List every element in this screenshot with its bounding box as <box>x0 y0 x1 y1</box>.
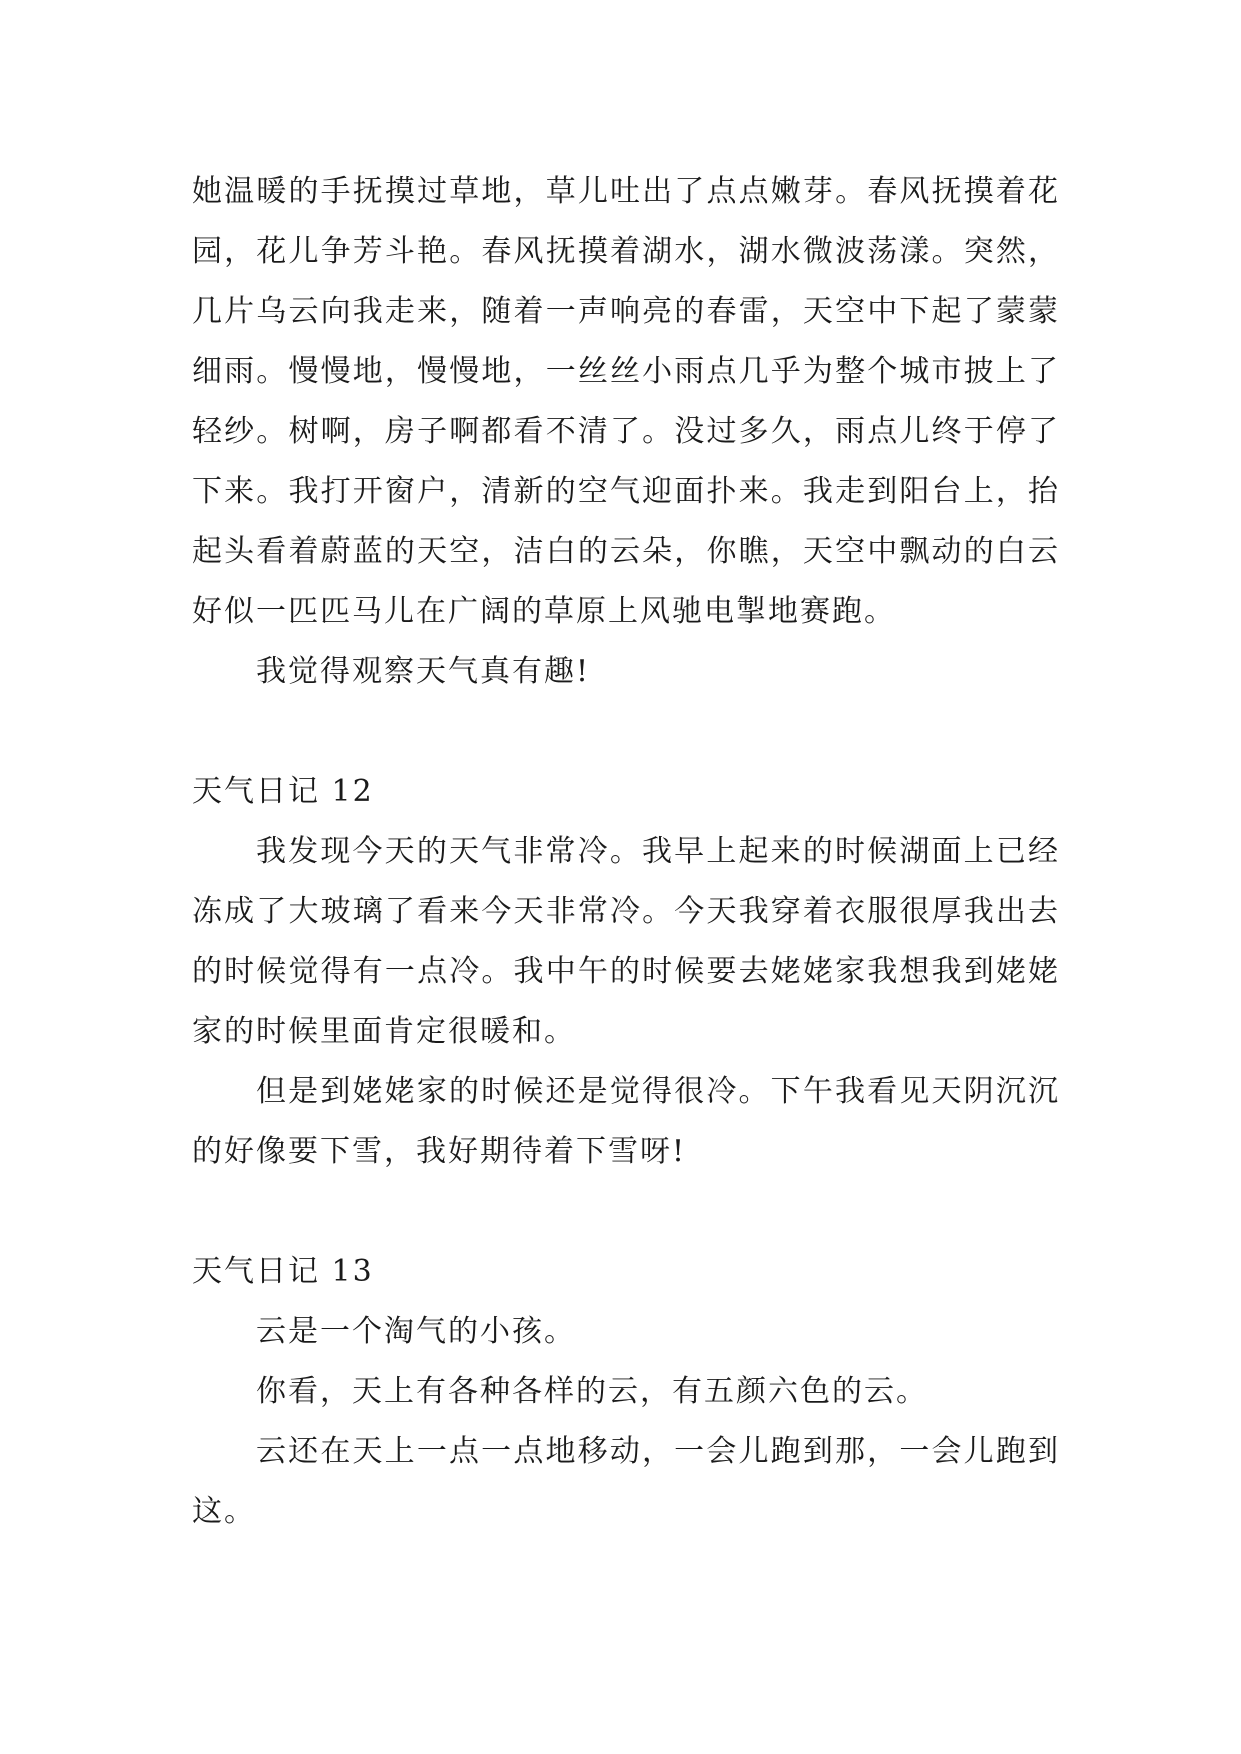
paragraph-cloud-colors: 你看，天上有各种各样的云，有五颜六色的云。 <box>256 1374 928 1409</box>
section-gap <box>192 702 1060 762</box>
document-body <box>192 162 1060 1542</box>
paragraph-snow-hope: 但是到姥姥家的时候还是觉得很冷。下午我看见天阴沉沉的好像要下雪，我好期待着下雪呀! <box>192 1074 1060 1169</box>
section-gap <box>192 1182 1060 1242</box>
paragraph-conclusion: 我觉得观察天气真有趣! <box>256 654 591 689</box>
paragraph-cloud-child: 云是一个淘气的小孩。 <box>256 1314 576 1349</box>
paragraph-cloud-moving: 云还在天上一点一点地移动，一会儿跑到那，一会儿跑到这。 <box>192 1434 1060 1529</box>
paragraph-spring-rain: 她温暖的手抚摸过草地，草儿吐出了点点嫩芽。春风抚摸着花园，花儿争芳斗艳。春风抚摸着湖水，湖水微波荡漾。突然，几片乌云向我走来，随着一声响亮的春雷，天空中下起了蒙蒙细雨。慢慢地，慢慢地，一丝丝小雨点几乎为整个城市披上了轻纱。树啊，房子啊都看不清了。没过多久，雨点儿终于停了下来。我打开窗户，清新的空气迎面扑来。我走到阳台上，抬起头看着蔚蓝的天空，洁白的云朵，你瞧，天空中飘动的白云好似一匹匹马儿在广阔的草原上风驰电掣地赛跑。 <box>192 174 1060 629</box>
section-heading-12: 天气日记 12 <box>192 774 374 809</box>
section-heading-13: 天气日记 13 <box>192 1254 374 1289</box>
paragraph-cold-weather: 我发现今天的天气非常冷。我早上起来的时候湖面上已经冻成了大玻璃了看来今天非常冷。今天我穿着衣服很厚我出去的时候觉得有一点冷。我中午的时候要去姥姥家我想我到姥姥家的时候里面肯定很暖和。 <box>192 834 1060 1049</box>
